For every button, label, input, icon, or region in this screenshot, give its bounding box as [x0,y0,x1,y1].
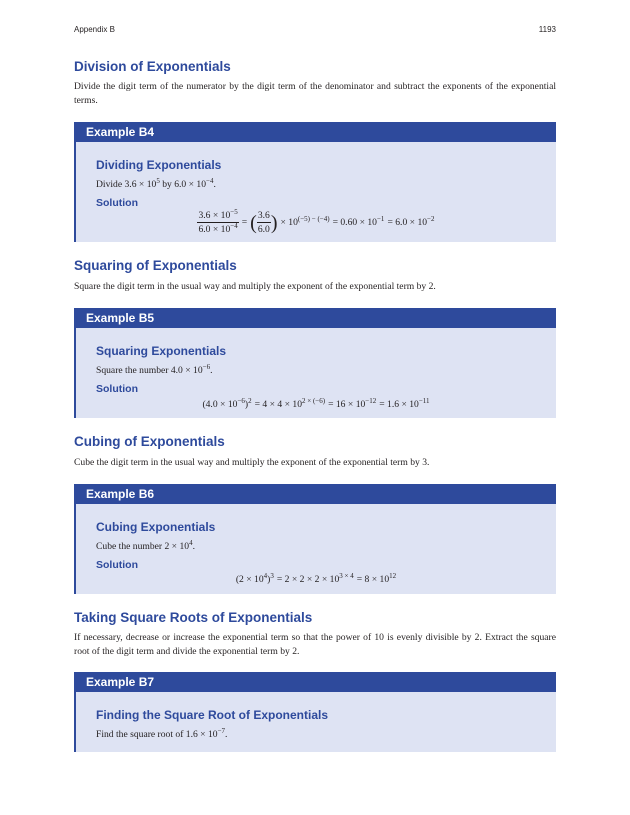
exponent: −11 [418,397,430,405]
section-text-roots: If necessary, decrease or increase the exponential term so that the power of 10 is evenly divisible by 2. Extract the square root of the digit term and divide the exponential term by 2. [74,632,556,657]
equation-term: × 10 [280,217,298,228]
denominator: 6.0 × 10 [198,224,231,235]
problem-text: Divide 3.6 × 10 [96,179,157,190]
example-title-b4: Dividing Exponentials [96,158,222,172]
example-box-b4 [74,122,556,242]
fraction [197,210,238,235]
example-label-b7: Example B7 [74,672,556,692]
problem-text: Find the square root of 1.6 × 10 [96,729,218,740]
exponent: 3 [270,572,274,580]
exponent: 3 × 4 [339,572,354,580]
exponent: −6 [237,397,245,405]
solution-label-b4: Solution [96,197,138,209]
exponent: −12 [365,397,377,405]
running-head [74,25,556,37]
example-title-b7: Finding the Square Root of Exponentials [96,708,329,722]
example-problem-b4 [96,179,216,190]
exponent: −2 [427,215,435,223]
problem-text: . [210,365,213,376]
solution-label-b6: Solution [96,559,138,571]
problem-exponent: −7 [217,727,226,735]
exponent: 2 × (−6) [302,397,326,405]
exponent: −1 [376,215,385,223]
example-box-b7 [74,672,556,752]
section-text-squaring: Square the digit term in the usual way and multiply the exponent of the exponential term by 2. [74,281,436,292]
denominator: 6.0 [257,224,270,235]
example-label-b5: Example B5 [74,308,556,328]
equation-b6 [76,574,556,585]
problem-text: Square the number 4.0 × 10 [96,365,203,376]
equation-b4: $\frac{3.6 \times 10^{-5}}{6.0 \times 10^{-4}}$ = ( $\frac{3.6}{6.0}$ ) × $10^{(-5) - (-4)}$ = $0.60 \times 10^{-1}$ = $6.0 \times 10^{-2}$ [198,208,435,235]
example-problem-b5 [96,365,213,376]
problem-text: . [225,729,228,740]
equals-sign: = [241,217,248,228]
solution-label-b5: Solution [96,383,138,395]
numerator: 3.6 [257,210,270,221]
example-label-b6: Example B6 [74,484,556,504]
equation-term: = 8 × 10 [356,574,390,585]
equation-b5 [76,399,556,410]
example-label-b4: Example B4 [74,122,556,142]
exponent: −5 [230,208,238,216]
problem-text: . [192,541,195,552]
example-title-b6: Cubing Exponentials [96,520,216,534]
equation-term: = 1.6 × 10 [379,399,419,410]
equation-term: = 4 × 4 × 10 [254,399,303,410]
equation-term: (4.0 × 10 [202,399,238,410]
section-text-cubing: Cube the digit term in the usual way and multiply the exponent of the exponential term by 3. [74,457,430,468]
section-title-roots: Taking Square Roots of Exponentials [74,610,313,625]
equation-term: = 16 × 10 [328,399,366,410]
problem-exponent: −4 [206,177,214,185]
exponent: −4 [230,222,238,230]
section-text-division: Divide the digit term of the numerator by the digit term of the denominator and subtract the exponents of the exponential terms. [74,81,556,106]
example-title-b5: Squaring Exponentials [96,344,227,358]
example-box-b5 [74,308,556,418]
example-problem-b6 [96,541,195,552]
section-title-division: Division of Exponentials [74,59,231,74]
numerator: 3.6 × 10 [198,210,231,221]
problem-exponent: 4 [189,539,193,547]
problem-text: by 6.0 × 10 [159,179,206,190]
exponent: 4 [263,572,268,580]
exponent: 12 [389,572,397,580]
closing-paren: ) [267,574,271,585]
section-title-cubing: Cubing of Exponentials [74,434,225,449]
fraction [257,210,271,235]
exponent: (−5) − (−4) [297,215,330,223]
problem-exponent: 5 [156,177,160,185]
exponent: 2 [248,397,252,405]
closing-paren: ) [244,399,249,410]
equation-term: = 6.0 × 10 [387,217,428,228]
equation-term: (2 × 10 [235,574,264,585]
example-box-b6 [74,484,556,594]
example-problem-b7 [96,729,227,740]
section-title-squaring: Squaring of Exponentials [74,258,237,273]
page-number: 1193 [538,25,556,34]
equation-term: = 2 × 2 × 2 × 10 [276,574,340,585]
running-head-appendix: Appendix B [74,25,115,34]
problem-text: . [213,179,216,190]
problem-exponent: −6 [202,363,211,371]
problem-text: Cube the number 2 × 10 [96,541,190,552]
equation-term: = 0.60 × 10 [332,217,377,228]
